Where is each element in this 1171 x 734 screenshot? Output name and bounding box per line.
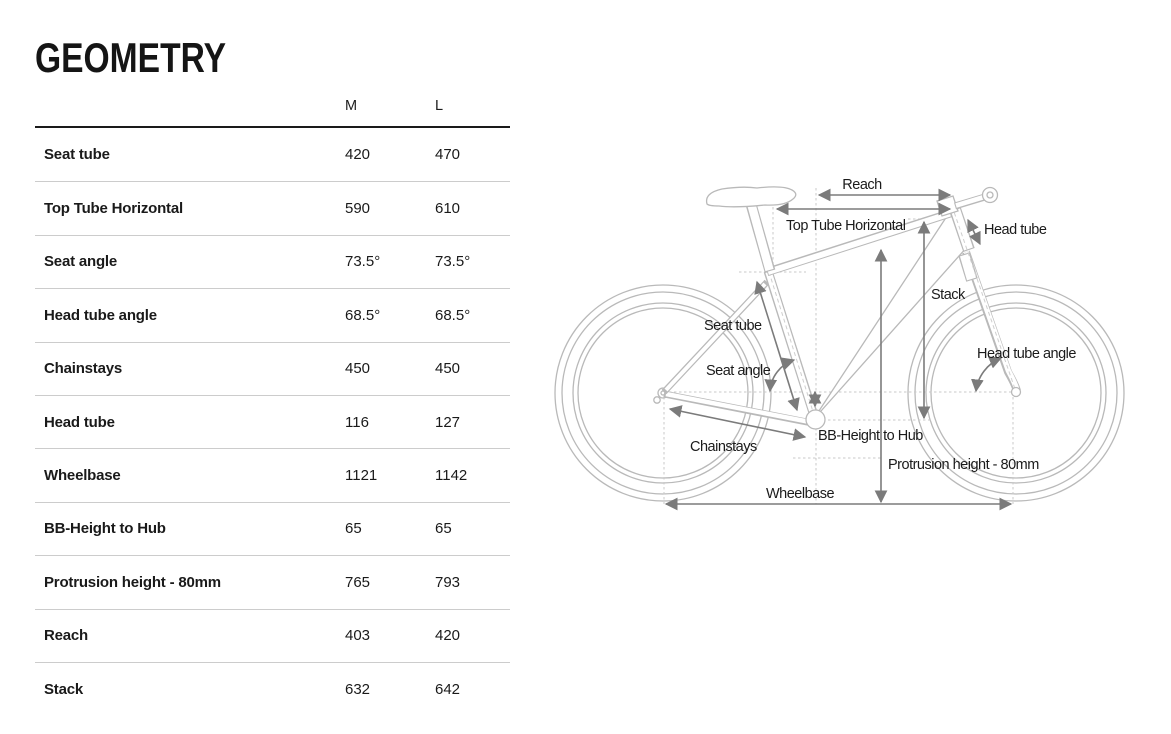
table-row	[35, 288, 510, 341]
row-label: Stack	[44, 680, 84, 698]
value-m: 65	[345, 520, 362, 538]
bottom-bracket	[806, 410, 825, 429]
value-l: 73.5°	[435, 253, 471, 271]
head-tube-angle-arc	[976, 358, 1001, 391]
value-l: 450	[435, 360, 461, 378]
value-m: 632	[345, 680, 371, 698]
table-row	[35, 448, 510, 501]
value-m: 590	[345, 200, 371, 218]
protrusion-label: Protrusion height - 80mm	[888, 457, 1039, 473]
seat-angle-label: Seat angle	[706, 363, 771, 379]
bb-height-label: BB-Height to Hub	[818, 428, 923, 444]
value-l: 470	[435, 146, 461, 164]
chainstay-tube	[664, 394, 812, 423]
row-label: Reach	[44, 627, 89, 645]
row-label: BB-Height to Hub	[44, 520, 166, 538]
table-body	[35, 128, 510, 715]
value-m: 403	[345, 627, 371, 645]
row-label: Seat tube	[44, 146, 110, 164]
table-row	[35, 502, 510, 555]
seat-tube	[768, 271, 815, 419]
wheelbase-label: Wheelbase	[765, 486, 835, 502]
size-header-l: L	[435, 98, 444, 114]
saddle	[707, 187, 796, 207]
row-label: Wheelbase	[44, 467, 121, 485]
value-m: 1121	[345, 467, 378, 485]
front-dropout	[1012, 388, 1021, 397]
value-l: 65	[435, 520, 452, 538]
seat-tube-label: Seat tube	[704, 318, 762, 334]
handlebar	[955, 188, 998, 207]
row-label: Chainstays	[44, 360, 123, 378]
table-row	[35, 609, 510, 662]
row-label: Head tube	[44, 413, 115, 431]
page-title: GEOMETRY	[35, 34, 227, 81]
value-l: 68.5°	[435, 306, 471, 324]
table-row	[35, 662, 510, 715]
geometry-table	[35, 88, 510, 715]
head-tube-label: Head tube	[984, 222, 1047, 238]
row-label: Head tube angle	[44, 306, 157, 324]
table-row	[35, 235, 510, 288]
table-row	[35, 342, 510, 395]
value-m: 450	[345, 360, 371, 378]
value-l: 642	[435, 680, 461, 698]
table-row	[35, 395, 510, 448]
row-label: Protrusion height - 80mm	[44, 573, 221, 591]
value-m: 68.5°	[345, 306, 381, 324]
table-row	[35, 128, 510, 181]
tth-label: Top Tube Horizontal	[786, 218, 906, 234]
value-m: 420	[345, 146, 371, 164]
value-m: 765	[345, 573, 371, 591]
head-tube-angle-label: Head tube angle	[977, 346, 1076, 362]
size-header-m: M	[345, 98, 358, 114]
reach-label: Reach	[842, 177, 882, 193]
value-l: 1142	[435, 467, 468, 485]
seatpost-tube	[751, 204, 770, 271]
fork-tube	[964, 252, 1017, 391]
down-tube	[813, 210, 967, 420]
value-m: 73.5°	[345, 253, 381, 271]
value-l: 420	[435, 627, 461, 645]
value-m: 116	[345, 413, 369, 431]
table-row	[35, 555, 510, 608]
row-label: Top Tube Horizontal	[44, 200, 183, 218]
chainstays-label: Chainstays	[690, 439, 757, 455]
value-l: 610	[435, 200, 461, 218]
table-row	[35, 181, 510, 234]
table-header-row	[35, 88, 510, 128]
row-label: Seat angle	[44, 253, 118, 271]
bike-geometry-diagram	[540, 150, 1171, 534]
value-l: 127	[435, 413, 461, 431]
stack-label: Stack	[931, 287, 965, 303]
value-l: 793	[435, 573, 461, 591]
